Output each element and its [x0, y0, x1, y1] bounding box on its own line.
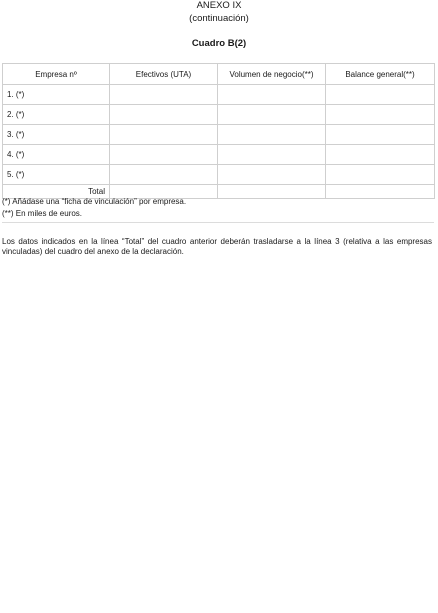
total-label: Total	[3, 185, 110, 199]
company-number-cell: 5. (*)	[3, 165, 110, 185]
staff-input-cell[interactable]	[110, 85, 218, 105]
company-number-cell: 1. (*)	[3, 85, 110, 105]
company-number-cell: 2. (*)	[3, 105, 110, 125]
turnover-input-cell[interactable]	[218, 145, 326, 165]
company-number-cell: 4. (*)	[3, 145, 110, 165]
balance-input-cell[interactable]	[326, 145, 435, 165]
turnover-input-cell[interactable]	[218, 165, 326, 185]
notes-divider	[2, 222, 434, 223]
column-header-company: Empresa nº	[3, 64, 110, 85]
balance-input-cell[interactable]	[326, 125, 435, 145]
column-header-balance: Balance general(**)	[326, 64, 435, 85]
company-data-table	[2, 63, 435, 199]
table-row	[3, 165, 435, 185]
turnover-input-cell[interactable]	[218, 85, 326, 105]
staff-input-cell[interactable]	[110, 105, 218, 125]
staff-input-cell[interactable]	[110, 125, 218, 145]
annex-title: ANEXO IX	[196, 0, 242, 11]
table-row	[3, 145, 435, 165]
staff-input-cell[interactable]	[110, 145, 218, 165]
balance-input-cell[interactable]	[326, 165, 435, 185]
table-row	[3, 125, 435, 145]
staff-input-cell[interactable]	[110, 165, 218, 185]
table-title: Cuadro B(2)	[191, 38, 247, 49]
company-number-cell: 3. (*)	[3, 125, 110, 145]
column-header-turnover: Volumen de negocio(**)	[218, 64, 326, 85]
table-header-row	[3, 64, 435, 85]
turnover-input-cell[interactable]	[218, 125, 326, 145]
table-row	[3, 105, 435, 125]
footnote-company-card: (*) Añádase una “ficha de vinculación” por empresa.	[2, 197, 187, 206]
balance-input-cell[interactable]	[326, 85, 435, 105]
turnover-input-cell[interactable]	[218, 105, 326, 125]
instruction-paragraph: Los datos indicados en la línea “Total” del cuadro anterior deberán trasladarse a la línea 3 (relativa a las empresas vinculadas) del cuadro del anexo de la declaración.	[2, 237, 432, 256]
annex-subtitle: (continuación)	[189, 13, 249, 24]
table-row	[3, 85, 435, 105]
balance-input-cell[interactable]	[326, 105, 435, 125]
column-header-staff: Efectivos (UTA)	[110, 64, 218, 85]
footnote-thousands-euros: (**) En miles de euros.	[2, 209, 83, 218]
